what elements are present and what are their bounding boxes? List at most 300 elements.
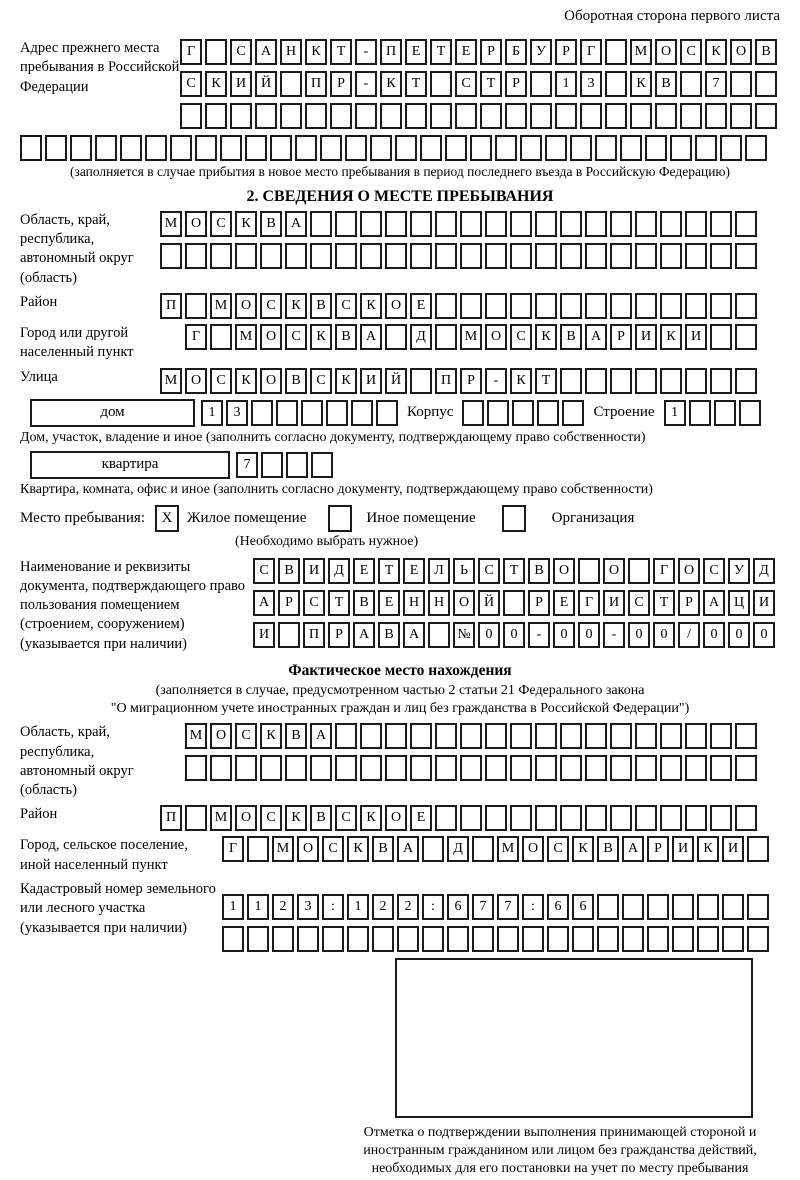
char-cell[interactable] [385, 324, 407, 350]
char-cell[interactable]: 1 [222, 894, 244, 920]
char-cell[interactable]: Е [405, 39, 427, 65]
char-cell[interactable]: Д [410, 324, 432, 350]
char-cell[interactable] [628, 558, 650, 584]
char-cell[interactable] [360, 755, 382, 781]
char-cell[interactable]: 2 [372, 894, 394, 920]
char-cell[interactable] [560, 243, 582, 269]
char-cell[interactable]: О [385, 805, 407, 831]
char-cell[interactable]: М [460, 324, 482, 350]
char-cell[interactable]: М [160, 211, 182, 237]
char-cell[interactable]: 0 [728, 622, 750, 648]
char-cell[interactable] [485, 293, 507, 319]
char-cell[interactable] [535, 755, 557, 781]
char-cell[interactable] [311, 452, 333, 478]
char-cell[interactable] [420, 135, 442, 161]
char-cell[interactable] [372, 926, 394, 952]
char-cell[interactable]: 3 [226, 400, 248, 426]
char-cell[interactable]: 1 [347, 894, 369, 920]
char-cell[interactable] [472, 926, 494, 952]
char-cell[interactable]: О [678, 558, 700, 584]
char-cell[interactable]: 6 [547, 894, 569, 920]
char-cell[interactable]: О [655, 39, 677, 65]
char-cell[interactable] [535, 243, 557, 269]
char-cell[interactable]: М [185, 723, 207, 749]
char-cell[interactable]: М [630, 39, 652, 65]
char-cell[interactable]: К [310, 324, 332, 350]
char-cell[interactable] [510, 211, 532, 237]
char-cell[interactable] [472, 836, 494, 862]
char-cell[interactable] [560, 293, 582, 319]
char-cell[interactable]: С [260, 805, 282, 831]
char-cell[interactable] [660, 368, 682, 394]
char-cell[interactable] [510, 755, 532, 781]
char-cell[interactable] [495, 135, 517, 161]
char-cell[interactable]: Т [503, 558, 525, 584]
char-cell[interactable]: Г [653, 558, 675, 584]
char-cell[interactable]: С [230, 39, 252, 65]
char-cell[interactable] [385, 211, 407, 237]
char-cell[interactable]: И [672, 836, 694, 862]
char-cell[interactable]: К [285, 805, 307, 831]
char-cell[interactable]: В [597, 836, 619, 862]
char-cell[interactable]: К [572, 836, 594, 862]
char-cell[interactable] [585, 293, 607, 319]
char-cell[interactable] [730, 71, 752, 97]
char-cell[interactable] [755, 71, 777, 97]
char-cell[interactable]: Ц [728, 590, 750, 616]
char-cell[interactable] [722, 894, 744, 920]
char-cell[interactable] [235, 755, 257, 781]
char-cell[interactable] [510, 293, 532, 319]
char-cell[interactable] [555, 103, 577, 129]
char-cell[interactable] [247, 926, 269, 952]
char-cell[interactable]: С [235, 723, 257, 749]
char-cell[interactable]: С [253, 558, 275, 584]
char-cell[interactable]: О [485, 324, 507, 350]
char-cell[interactable] [385, 723, 407, 749]
char-cell[interactable] [355, 103, 377, 129]
char-cell[interactable]: Е [353, 558, 375, 584]
char-cell[interactable]: Д [753, 558, 775, 584]
char-cell[interactable] [660, 723, 682, 749]
char-cell[interactable]: 1 [555, 71, 577, 97]
char-cell[interactable]: С [210, 368, 232, 394]
char-cell[interactable]: В [310, 805, 332, 831]
char-cell[interactable] [610, 293, 632, 319]
char-cell[interactable] [410, 755, 432, 781]
char-cell[interactable] [351, 400, 373, 426]
char-cell[interactable] [672, 926, 694, 952]
char-cell[interactable] [160, 243, 182, 269]
char-cell[interactable] [572, 926, 594, 952]
char-cell[interactable] [310, 243, 332, 269]
char-cell[interactable]: В [260, 211, 282, 237]
char-cell[interactable] [710, 211, 732, 237]
char-cell[interactable] [285, 755, 307, 781]
char-cell[interactable] [562, 400, 584, 426]
char-cell[interactable] [20, 135, 42, 161]
char-cell[interactable]: О [260, 324, 282, 350]
char-cell[interactable]: К [705, 39, 727, 65]
char-cell[interactable]: Р [460, 368, 482, 394]
char-cell[interactable]: П [160, 805, 182, 831]
char-cell[interactable] [435, 723, 457, 749]
char-cell[interactable]: Е [378, 590, 400, 616]
char-cell[interactable]: А [353, 622, 375, 648]
char-cell[interactable] [670, 135, 692, 161]
char-cell[interactable] [335, 755, 357, 781]
char-cell[interactable] [580, 103, 602, 129]
char-cell[interactable]: П [435, 368, 457, 394]
char-cell[interactable]: С [260, 293, 282, 319]
char-cell[interactable]: С [303, 590, 325, 616]
char-cell[interactable] [635, 211, 657, 237]
char-cell[interactable] [585, 723, 607, 749]
char-cell[interactable]: Е [455, 39, 477, 65]
char-cell[interactable]: Р [328, 622, 350, 648]
char-cell[interactable]: С [703, 558, 725, 584]
char-cell[interactable]: С [478, 558, 500, 584]
char-cell[interactable] [210, 755, 232, 781]
char-cell[interactable] [605, 39, 627, 65]
char-cell[interactable]: О [210, 723, 232, 749]
char-cell[interactable]: С [310, 368, 332, 394]
char-cell[interactable] [435, 243, 457, 269]
char-cell[interactable] [660, 211, 682, 237]
char-cell[interactable]: И [722, 836, 744, 862]
char-cell[interactable] [380, 103, 402, 129]
char-cell[interactable]: Р [278, 590, 300, 616]
char-cell[interactable] [535, 723, 557, 749]
char-cell[interactable]: А [397, 836, 419, 862]
char-cell[interactable]: Й [255, 71, 277, 97]
char-cell[interactable]: 7 [236, 452, 258, 478]
char-cell[interactable] [610, 368, 632, 394]
char-cell[interactable]: В [335, 324, 357, 350]
char-cell[interactable] [622, 926, 644, 952]
char-cell[interactable]: С [335, 805, 357, 831]
char-cell[interactable]: Г [580, 39, 602, 65]
char-cell[interactable] [695, 135, 717, 161]
char-cell[interactable] [635, 805, 657, 831]
char-cell[interactable]: С [680, 39, 702, 65]
char-cell[interactable]: 7 [705, 71, 727, 97]
char-cell[interactable] [622, 894, 644, 920]
char-cell[interactable] [547, 926, 569, 952]
char-cell[interactable] [535, 293, 557, 319]
char-cell[interactable] [560, 723, 582, 749]
char-cell[interactable]: К [335, 368, 357, 394]
char-cell[interactable] [537, 400, 559, 426]
char-cell[interactable]: П [303, 622, 325, 648]
char-cell[interactable] [385, 243, 407, 269]
char-cell[interactable]: Г [222, 836, 244, 862]
char-cell[interactable] [422, 836, 444, 862]
char-cell[interactable]: И [753, 590, 775, 616]
char-cell[interactable]: 0 [653, 622, 675, 648]
char-cell[interactable] [610, 755, 632, 781]
char-cell[interactable]: О [185, 211, 207, 237]
char-cell[interactable] [735, 805, 757, 831]
char-cell[interactable] [647, 894, 669, 920]
char-cell[interactable]: Н [403, 590, 425, 616]
char-cell[interactable]: И [685, 324, 707, 350]
char-cell[interactable]: С [510, 324, 532, 350]
char-cell[interactable] [297, 926, 319, 952]
char-cell[interactable] [322, 926, 344, 952]
char-cell[interactable]: С [628, 590, 650, 616]
char-cell[interactable]: К [360, 293, 382, 319]
char-cell[interactable] [195, 135, 217, 161]
char-cell[interactable] [685, 723, 707, 749]
char-cell[interactable] [710, 324, 732, 350]
char-cell[interactable]: Р [555, 39, 577, 65]
char-cell[interactable]: Г [578, 590, 600, 616]
char-cell[interactable] [739, 400, 761, 426]
char-cell[interactable]: Н [428, 590, 450, 616]
char-cell[interactable] [460, 723, 482, 749]
char-cell[interactable]: О [730, 39, 752, 65]
char-cell[interactable] [185, 293, 207, 319]
char-cell[interactable]: А [255, 39, 277, 65]
char-cell[interactable] [720, 135, 742, 161]
char-cell[interactable]: Т [430, 39, 452, 65]
char-cell[interactable]: К [697, 836, 719, 862]
char-cell[interactable] [70, 135, 92, 161]
char-cell[interactable] [272, 926, 294, 952]
char-cell[interactable] [255, 103, 277, 129]
char-cell[interactable] [278, 622, 300, 648]
char-cell[interactable]: В [655, 71, 677, 97]
char-cell[interactable] [722, 926, 744, 952]
char-cell[interactable] [320, 135, 342, 161]
char-cell[interactable]: Ь [453, 558, 475, 584]
char-cell[interactable] [480, 103, 502, 129]
char-cell[interactable]: Р [528, 590, 550, 616]
char-cell[interactable] [460, 211, 482, 237]
char-cell[interactable] [735, 723, 757, 749]
char-cell[interactable] [685, 805, 707, 831]
char-cell[interactable]: Е [403, 558, 425, 584]
char-cell[interactable] [535, 805, 557, 831]
char-cell[interactable]: Е [410, 293, 432, 319]
char-cell[interactable]: И [360, 368, 382, 394]
char-cell[interactable] [545, 135, 567, 161]
char-cell[interactable] [485, 243, 507, 269]
char-cell[interactable]: В [353, 590, 375, 616]
char-cell[interactable] [660, 805, 682, 831]
char-cell[interactable]: О [297, 836, 319, 862]
char-cell[interactable]: В [278, 558, 300, 584]
char-cell[interactable]: О [603, 558, 625, 584]
char-cell[interactable]: П [380, 39, 402, 65]
char-cell[interactable] [505, 103, 527, 129]
char-cell[interactable] [301, 400, 323, 426]
char-cell[interactable] [295, 135, 317, 161]
char-cell[interactable] [460, 805, 482, 831]
char-cell[interactable] [735, 211, 757, 237]
char-cell[interactable]: М [235, 324, 257, 350]
char-cell[interactable] [747, 894, 769, 920]
char-cell[interactable]: 1 [247, 894, 269, 920]
char-cell[interactable] [560, 805, 582, 831]
char-cell[interactable]: Р [678, 590, 700, 616]
char-cell[interactable] [470, 135, 492, 161]
char-cell[interactable] [685, 293, 707, 319]
char-cell[interactable]: Н [280, 39, 302, 65]
char-cell[interactable]: - [355, 39, 377, 65]
char-cell[interactable] [185, 243, 207, 269]
char-cell[interactable] [735, 243, 757, 269]
char-cell[interactable] [335, 211, 357, 237]
char-cell[interactable]: Т [328, 590, 350, 616]
char-cell[interactable] [185, 755, 207, 781]
char-cell[interactable] [620, 135, 642, 161]
char-cell[interactable]: 7 [497, 894, 519, 920]
char-cell[interactable] [685, 211, 707, 237]
char-cell[interactable] [689, 400, 711, 426]
char-cell[interactable] [360, 243, 382, 269]
char-cell[interactable]: 0 [478, 622, 500, 648]
char-cell[interactable]: О [260, 368, 282, 394]
char-cell[interactable]: 3 [297, 894, 319, 920]
char-cell[interactable] [245, 135, 267, 161]
char-cell[interactable] [710, 755, 732, 781]
char-cell[interactable] [261, 452, 283, 478]
char-cell[interactable] [345, 135, 367, 161]
char-cell[interactable]: А [360, 324, 382, 350]
char-cell[interactable]: Л [428, 558, 450, 584]
char-cell[interactable]: 6 [572, 894, 594, 920]
char-cell[interactable]: В [285, 368, 307, 394]
char-cell[interactable] [435, 324, 457, 350]
char-cell[interactable] [647, 926, 669, 952]
char-cell[interactable] [585, 243, 607, 269]
char-cell[interactable] [222, 926, 244, 952]
char-cell[interactable]: / [678, 622, 700, 648]
organization-checkbox[interactable] [502, 505, 526, 532]
char-cell[interactable] [630, 103, 652, 129]
char-cell[interactable] [410, 723, 432, 749]
char-cell[interactable] [360, 723, 382, 749]
char-cell[interactable] [270, 135, 292, 161]
char-cell[interactable]: А [585, 324, 607, 350]
char-cell[interactable] [260, 755, 282, 781]
char-cell[interactable] [747, 836, 769, 862]
char-cell[interactable] [610, 723, 632, 749]
char-cell[interactable]: В [755, 39, 777, 65]
char-cell[interactable] [335, 243, 357, 269]
char-cell[interactable] [462, 400, 484, 426]
char-cell[interactable]: - [355, 71, 377, 97]
char-cell[interactable] [610, 243, 632, 269]
char-cell[interactable] [510, 243, 532, 269]
char-cell[interactable]: Р [480, 39, 502, 65]
char-cell[interactable]: К [535, 324, 557, 350]
char-cell[interactable]: А [622, 836, 644, 862]
other-premises-checkbox[interactable] [328, 505, 352, 532]
char-cell[interactable]: С [322, 836, 344, 862]
char-cell[interactable]: О [453, 590, 475, 616]
char-cell[interactable] [605, 103, 627, 129]
char-cell[interactable] [347, 926, 369, 952]
char-cell[interactable]: С [285, 324, 307, 350]
char-cell[interactable]: Д [328, 558, 350, 584]
char-cell[interactable]: В [285, 723, 307, 749]
char-cell[interactable] [460, 293, 482, 319]
char-cell[interactable] [660, 755, 682, 781]
char-cell[interactable] [251, 400, 273, 426]
char-cell[interactable]: 3 [580, 71, 602, 97]
char-cell[interactable] [755, 103, 777, 129]
char-cell[interactable]: 0 [703, 622, 725, 648]
char-cell[interactable] [120, 135, 142, 161]
char-cell[interactable] [447, 926, 469, 952]
char-cell[interactable] [485, 211, 507, 237]
char-cell[interactable] [210, 243, 232, 269]
char-cell[interactable]: О [385, 293, 407, 319]
char-cell[interactable]: 0 [753, 622, 775, 648]
char-cell[interactable]: К [235, 368, 257, 394]
char-cell[interactable]: К [305, 39, 327, 65]
char-cell[interactable] [170, 135, 192, 161]
char-cell[interactable]: Р [647, 836, 669, 862]
char-cell[interactable]: 6 [447, 894, 469, 920]
char-cell[interactable]: № [453, 622, 475, 648]
char-cell[interactable]: 0 [628, 622, 650, 648]
char-cell[interactable]: М [497, 836, 519, 862]
char-cell[interactable] [635, 723, 657, 749]
char-cell[interactable] [205, 103, 227, 129]
char-cell[interactable]: К [380, 71, 402, 97]
char-cell[interactable]: С [210, 211, 232, 237]
char-cell[interactable] [710, 293, 732, 319]
char-cell[interactable]: М [160, 368, 182, 394]
char-cell[interactable] [370, 135, 392, 161]
char-cell[interactable] [585, 755, 607, 781]
char-cell[interactable]: О [235, 805, 257, 831]
char-cell[interactable]: К [205, 71, 227, 97]
char-cell[interactable] [605, 71, 627, 97]
char-cell[interactable]: И [603, 590, 625, 616]
char-cell[interactable] [660, 243, 682, 269]
char-cell[interactable] [530, 103, 552, 129]
char-cell[interactable] [360, 211, 382, 237]
char-cell[interactable] [230, 103, 252, 129]
char-cell[interactable] [330, 103, 352, 129]
char-cell[interactable] [635, 293, 657, 319]
char-cell[interactable] [430, 71, 452, 97]
char-cell[interactable] [560, 755, 582, 781]
char-cell[interactable]: О [185, 368, 207, 394]
char-cell[interactable]: О [522, 836, 544, 862]
char-cell[interactable]: У [530, 39, 552, 65]
char-cell[interactable]: А [285, 211, 307, 237]
char-cell[interactable] [395, 135, 417, 161]
char-cell[interactable]: К [630, 71, 652, 97]
char-cell[interactable] [405, 103, 427, 129]
char-cell[interactable] [510, 723, 532, 749]
char-cell[interactable] [376, 400, 398, 426]
char-cell[interactable] [655, 103, 677, 129]
char-cell[interactable]: Т [405, 71, 427, 97]
char-cell[interactable]: И [253, 622, 275, 648]
char-cell[interactable]: : [322, 894, 344, 920]
char-cell[interactable] [460, 755, 482, 781]
char-cell[interactable] [705, 103, 727, 129]
char-cell[interactable] [560, 211, 582, 237]
char-cell[interactable]: С [335, 293, 357, 319]
